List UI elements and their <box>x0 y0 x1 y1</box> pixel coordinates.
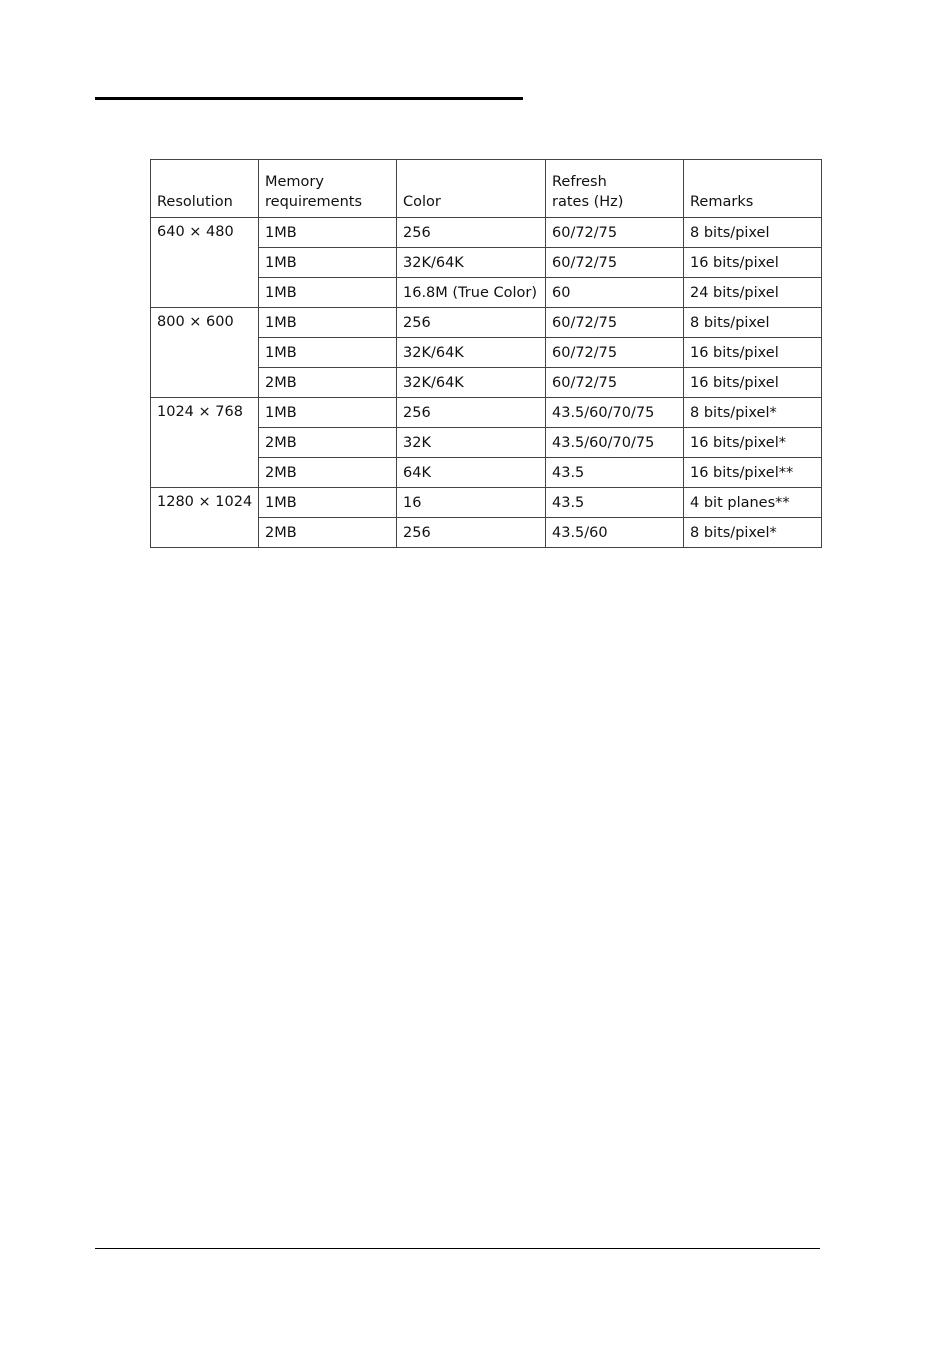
refresh-cell: 60/72/75 <box>546 308 684 338</box>
table-row <box>151 398 822 428</box>
memory-cell: 1MB <box>259 308 397 338</box>
color-cell: 256 <box>397 308 546 338</box>
top-rule <box>95 97 523 100</box>
color-cell: 256 <box>397 398 546 428</box>
remarks-cell: 16 bits/pixel* <box>684 428 822 458</box>
memory-cell: 1MB <box>259 278 397 308</box>
color-cell: 256 <box>397 218 546 248</box>
refresh-cell: 43.5/60 <box>546 518 684 548</box>
color-cell: 32K <box>397 428 546 458</box>
resolution-cell: 1280 × 1024 <box>151 488 259 548</box>
header-resolution: Resolution <box>151 160 259 218</box>
color-cell: 32K/64K <box>397 248 546 278</box>
remarks-cell: 16 bits/pixel <box>684 338 822 368</box>
refresh-cell: 60/72/75 <box>546 338 684 368</box>
bottom-rule <box>95 1248 820 1249</box>
memory-cell: 2MB <box>259 518 397 548</box>
color-cell: 16.8M (True Color) <box>397 278 546 308</box>
header-color: Color <box>397 160 546 218</box>
remarks-cell: 8 bits/pixel* <box>684 398 822 428</box>
remarks-cell: 16 bits/pixel <box>684 248 822 278</box>
refresh-cell: 60/72/75 <box>546 218 684 248</box>
header-memory <box>259 160 397 218</box>
header-refresh-line1: Refresh <box>552 174 607 190</box>
color-cell: 32K/64K <box>397 338 546 368</box>
table-row <box>151 488 822 518</box>
table-row <box>151 308 822 338</box>
remarks-cell: 8 bits/pixel* <box>684 518 822 548</box>
table-row <box>151 218 822 248</box>
refresh-cell: 43.5 <box>546 458 684 488</box>
remarks-cell: 4 bit planes** <box>684 488 822 518</box>
color-cell: 256 <box>397 518 546 548</box>
memory-cell: 2MB <box>259 428 397 458</box>
remarks-cell: 8 bits/pixel <box>684 308 822 338</box>
header-refresh <box>546 160 684 218</box>
memory-cell: 2MB <box>259 458 397 488</box>
remarks-cell: 16 bits/pixel** <box>684 458 822 488</box>
header-remarks: Remarks <box>684 160 822 218</box>
resolution-cell: 800 × 600 <box>151 308 259 398</box>
header-memory-line1: Memory <box>265 174 324 190</box>
refresh-cell: 43.5/60/70/75 <box>546 398 684 428</box>
memory-cell: 1MB <box>259 218 397 248</box>
header-memory-line2: requirements <box>265 194 363 210</box>
resolution-cell: 1024 × 768 <box>151 398 259 488</box>
memory-cell: 2MB <box>259 368 397 398</box>
remarks-cell: 8 bits/pixel <box>684 218 822 248</box>
memory-cell: 1MB <box>259 248 397 278</box>
refresh-cell: 60/72/75 <box>546 248 684 278</box>
color-cell: 32K/64K <box>397 368 546 398</box>
header-row <box>151 160 822 218</box>
refresh-cell: 60 <box>546 278 684 308</box>
memory-cell: 1MB <box>259 398 397 428</box>
refresh-cell: 43.5/60/70/75 <box>546 428 684 458</box>
remarks-cell: 24 bits/pixel <box>684 278 822 308</box>
refresh-cell: 43.5 <box>546 488 684 518</box>
memory-cell: 1MB <box>259 338 397 368</box>
remarks-cell: 16 bits/pixel <box>684 368 822 398</box>
memory-cell: 1MB <box>259 488 397 518</box>
color-cell: 16 <box>397 488 546 518</box>
resolution-cell: 640 × 480 <box>151 218 259 308</box>
color-cell: 64K <box>397 458 546 488</box>
header-refresh-line2: rates (Hz) <box>552 194 624 210</box>
resolution-spec-table <box>150 159 822 548</box>
refresh-cell: 60/72/75 <box>546 368 684 398</box>
